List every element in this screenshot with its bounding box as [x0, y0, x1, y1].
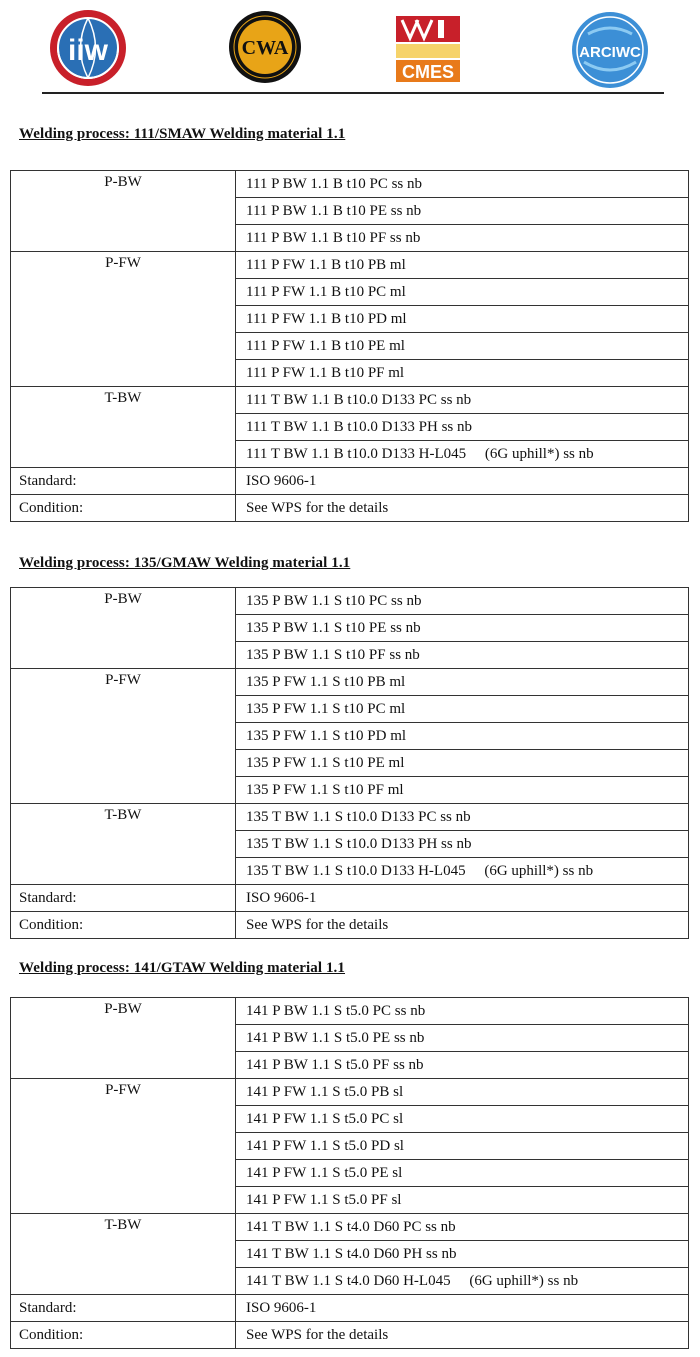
designation-cell: 135 T BW 1.1 S t10.0 D133 PC ss nb: [236, 804, 689, 831]
logo-banner: [0, 0, 700, 96]
condition-row: [11, 495, 689, 522]
designation-cell: 135 P FW 1.1 S t10 PB ml: [236, 669, 689, 696]
position-cell: [11, 171, 236, 252]
designation-cell: 111 T BW 1.1 B t10.0 D133 PC ss nb: [236, 387, 689, 414]
designation-cell: 111 P FW 1.1 B t10 PC ml: [236, 279, 689, 306]
designation-cell: 111 P FW 1.1 B t10 PB ml: [236, 252, 689, 279]
designation-cell: 141 P FW 1.1 S t5.0 PE sl: [236, 1160, 689, 1187]
standard-row: [11, 468, 689, 495]
position-label: P-BW: [104, 174, 142, 190]
designation-cell: 141 T BW 1.1 S t4.0 D60 H-L045 (6G uphill*) ss nb: [236, 1268, 689, 1295]
designation-cell: 141 P BW 1.1 S t5.0 PC ss nb: [236, 998, 689, 1025]
condition-row: [11, 912, 689, 939]
condition-row: [11, 1322, 689, 1349]
designation-cell: 141 P FW 1.1 S t5.0 PF sl: [236, 1187, 689, 1214]
table-row: [11, 171, 689, 198]
table-row: [11, 252, 689, 279]
table-row: [11, 1214, 689, 1241]
designation-cell: 135 T BW 1.1 S t10.0 D133 H-L045 (6G uphill*) ss nb: [236, 858, 689, 885]
position-label: T-BW: [104, 390, 142, 406]
section-title: Welding process: 135/GMAW Welding material 1.1: [19, 555, 351, 571]
designation-cell: 135 P FW 1.1 S t10 PF ml: [236, 777, 689, 804]
section-title: Welding process: 111/SMAW Welding material 1.1: [19, 126, 346, 142]
standard-value: ISO 9606-1: [236, 885, 689, 912]
table-row: [11, 998, 689, 1025]
designation-cell: 111 P FW 1.1 B t10 PF ml: [236, 360, 689, 387]
condition-value: See WPS for the details: [236, 495, 689, 522]
standard-row: [11, 1295, 689, 1322]
standard-value: ISO 9606-1: [236, 468, 689, 495]
iiw-logo-text: iiw: [67, 34, 109, 67]
table-row: [11, 588, 689, 615]
table-row: [11, 804, 689, 831]
standard-label: Standard:: [11, 468, 236, 495]
position-label: P-FW: [105, 672, 141, 688]
table-row: [11, 669, 689, 696]
position-cell: [11, 1214, 236, 1295]
position-label: P-BW: [104, 1001, 142, 1017]
designation-cell: 141 P FW 1.1 S t5.0 PB sl: [236, 1079, 689, 1106]
header-divider: [42, 92, 664, 94]
iiw-logo-icon: [48, 8, 128, 88]
standard-label: Standard:: [11, 885, 236, 912]
position-cell: [11, 669, 236, 804]
designation-cell: 141 T BW 1.1 S t4.0 D60 PC ss nb: [236, 1214, 689, 1241]
table-row: [11, 387, 689, 414]
condition-label: Condition:: [11, 495, 236, 522]
designation-cell: 111 P FW 1.1 B t10 PE ml: [236, 333, 689, 360]
standard-label: Standard:: [11, 1295, 236, 1322]
cwa-logo-text: CWA: [241, 37, 289, 59]
table-row: [11, 1079, 689, 1106]
arciwc-logo-icon: [570, 10, 650, 90]
cmes-logo-icon: [392, 16, 464, 84]
position-label: P-FW: [105, 1082, 141, 1098]
designation-cell: 135 P BW 1.1 S t10 PC ss nb: [236, 588, 689, 615]
position-label: P-FW: [105, 255, 141, 271]
condition-value: See WPS for the details: [236, 912, 689, 939]
designation-cell: 135 P FW 1.1 S t10 PE ml: [236, 750, 689, 777]
position-label: T-BW: [104, 807, 142, 823]
designation-cell: 135 P FW 1.1 S t10 PC ml: [236, 696, 689, 723]
designation-cell: 135 T BW 1.1 S t10.0 D133 PH ss nb: [236, 831, 689, 858]
designation-cell: 111 P FW 1.1 B t10 PD ml: [236, 306, 689, 333]
position-cell: [11, 387, 236, 468]
designation-cell: 141 T BW 1.1 S t4.0 D60 PH ss nb: [236, 1241, 689, 1268]
designation-cell: 111 T BW 1.1 B t10.0 D133 H-L045 (6G uphill*) ss nb: [236, 441, 689, 468]
designation-cell: 111 P BW 1.1 B t10 PE ss nb: [236, 198, 689, 225]
designation-cell: 141 P BW 1.1 S t5.0 PE ss nb: [236, 1025, 689, 1052]
condition-value: See WPS for the details: [236, 1322, 689, 1349]
condition-label: Condition:: [11, 1322, 236, 1349]
designation-cell: 135 P BW 1.1 S t10 PE ss nb: [236, 615, 689, 642]
cwa-logo-icon: [228, 10, 302, 84]
position-cell: [11, 804, 236, 885]
qualification-table: [10, 997, 689, 1349]
condition-label: Condition:: [11, 912, 236, 939]
designation-cell: 135 P BW 1.1 S t10 PF ss nb: [236, 642, 689, 669]
position-cell: [11, 588, 236, 669]
position-label: T-BW: [104, 1217, 142, 1233]
position-cell: [11, 998, 236, 1079]
designation-cell: 111 P BW 1.1 B t10 PC ss nb: [236, 171, 689, 198]
designation-cell: 141 P BW 1.1 S t5.0 PF ss nb: [236, 1052, 689, 1079]
qualification-table: [10, 587, 689, 939]
section-title: Welding process: 141/GTAW Welding material 1.1: [19, 960, 346, 976]
designation-cell: 141 P FW 1.1 S t5.0 PC sl: [236, 1106, 689, 1133]
standard-row: [11, 885, 689, 912]
arciwc-logo-text: ARCIWC: [579, 44, 641, 61]
designation-cell: 141 P FW 1.1 S t5.0 PD sl: [236, 1133, 689, 1160]
position-cell: [11, 252, 236, 387]
qualification-table: [10, 170, 689, 522]
designation-cell: 111 P BW 1.1 B t10 PF ss nb: [236, 225, 689, 252]
standard-value: ISO 9606-1: [236, 1295, 689, 1322]
position-cell: [11, 1079, 236, 1214]
position-label: P-BW: [104, 591, 142, 607]
designation-cell: 111 T BW 1.1 B t10.0 D133 PH ss nb: [236, 414, 689, 441]
designation-cell: 135 P FW 1.1 S t10 PD ml: [236, 723, 689, 750]
cmes-logo-text: CMES: [401, 62, 455, 82]
